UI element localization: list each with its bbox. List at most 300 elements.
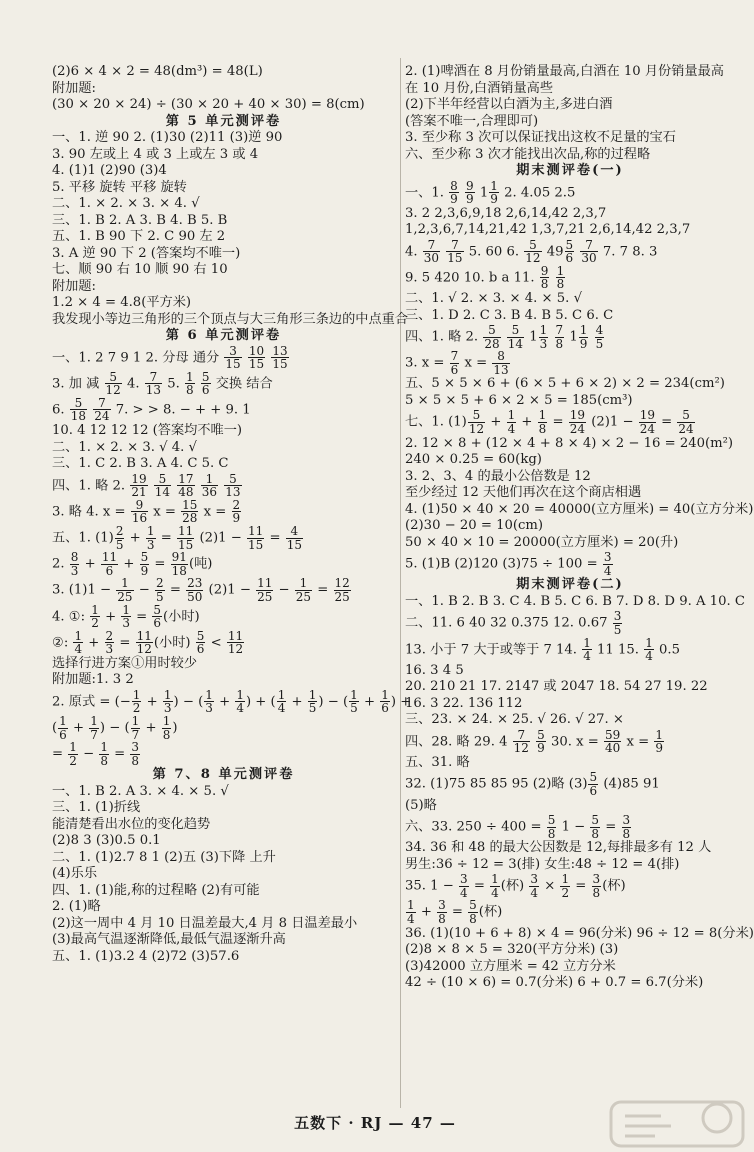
answer-line [405,64,735,81]
fraction-numerator: 1 [90,714,98,729]
fraction-numerator: 5 [153,602,162,617]
answer-text: 二、1. × 2. × 3. √ 4. √ [52,439,197,455]
answer-line [405,265,735,291]
fraction-denominator: 15 [248,357,265,372]
fraction-denominator: 15 [247,537,264,552]
answer-text: 4. [122,376,144,392]
fraction-denominator: 4 [645,649,653,664]
fraction-denominator: 4 [407,912,415,927]
fraction [201,473,218,499]
answer-text: 3. A 逆 90 下 2 (答案均不唯一) [52,245,241,261]
answer-text [589,330,593,345]
fraction [639,409,656,435]
answer-text [550,270,554,285]
fraction [595,324,605,350]
fraction-denominator: 8 [591,826,600,841]
answer-text: 六、33. 250 ÷ 400 = [405,819,546,835]
fraction-numerator: 13 [272,343,288,358]
answer-text: 3. (1)1 − [52,582,116,598]
answer-text: 1 − [557,819,590,835]
answer-text: + [100,609,121,625]
answer-text: 1 [475,185,489,201]
answer-line [52,883,395,900]
fraction [349,689,359,715]
fraction-denominator: 24 [94,409,110,424]
answer-text: (2)8 3 (3)0.5 0.1 [52,833,161,849]
answer-line [52,311,409,329]
fraction-numerator: 3 [592,872,601,887]
answer-line [52,262,395,279]
fraction [132,689,142,715]
fraction [70,551,80,577]
answer-line [405,147,735,164]
fraction [201,371,211,397]
fraction [513,729,530,755]
answer-text [172,478,176,493]
fraction [224,345,241,371]
fraction-denominator: 2 [91,616,99,631]
fraction-numerator: 5 [201,369,210,384]
answer-text: 2. 12 × 8 + (12 × 4 + 8 × 4) × 2 − 16 = 240(m²) [405,435,734,451]
fraction [177,525,194,551]
answer-line [405,610,735,636]
fraction-numerator: 9 [540,263,549,278]
fraction-numerator: 1 [556,263,565,278]
fraction [538,409,548,435]
fraction-numerator: 19 [639,408,655,423]
answer-text: + [84,635,104,651]
fraction-denominator: 14 [507,336,524,351]
answer-text: + [287,694,307,710]
fraction-numerator: 17 [178,471,194,486]
fraction-denominator: 3 [205,701,213,716]
fraction-numerator: 1 [561,872,570,887]
fraction-denominator: 25 [117,589,133,604]
answer-text: ) [172,720,178,736]
fraction-numerator: 5 [565,237,574,252]
fraction-numerator: 3 [460,872,468,887]
answer-line [52,345,395,371]
fraction-denominator: 8 [186,383,194,398]
fraction [468,409,485,435]
fraction [468,899,478,925]
section-title: 第 6 单元测评卷 [165,328,282,343]
fraction-numerator: 3 [613,609,622,624]
fraction-numerator: 1 [538,408,547,423]
answer-text: 4. (1)1 (2)90 (3)4 [52,163,167,178]
answer-text: 35. 1 − [405,878,458,894]
fraction-numerator: 9 [466,178,474,193]
answer-text: = [165,582,186,598]
fraction [423,239,440,265]
answer-line [52,800,395,817]
fraction-denominator: 9 [655,741,664,756]
fraction-numerator: 1 [122,602,130,617]
answer-text: 至少经过 12 天他们再次在这个商店相遇 [405,485,642,501]
fraction-numerator: 7 [145,371,162,385]
answer-text: (3)42000 立方厘米 = 42 立方分米 [405,958,616,974]
answer-line [405,452,735,469]
fraction-numerator: 5 [507,324,524,338]
answer-text: 二、1. (1)2.7 8 1 (2)五 (3)下降 上升 [52,849,276,865]
answer-text: 13. 小于 7 大于或等于 7 14. [405,642,582,658]
fraction [162,715,172,741]
answer-text: = [656,415,677,431]
answer-text: + [125,530,145,546]
fraction [604,729,621,755]
fraction-numerator: 5 [524,239,541,253]
answer-text: 0.5 [654,642,680,658]
answer-line [405,409,735,435]
fraction-numerator: 1 [507,408,516,423]
answer-text: (小时) [153,635,195,651]
fraction [507,324,524,350]
fraction-denominator: 24 [569,422,585,437]
fraction [140,551,150,577]
fraction-denominator: 6 [196,642,205,657]
column-divider [400,58,401,1108]
fraction [136,630,153,656]
fraction [489,180,499,206]
fraction-denominator: 4 [530,885,539,900]
answer-line [52,949,395,966]
fraction-denominator: 7 [131,727,140,742]
answer-line [52,850,395,867]
answer-text: (2)30 − 20 = 10(cm) [405,518,544,534]
answer-text: 4. [405,244,422,260]
fraction [556,265,566,291]
answer-text: + [214,694,235,710]
fraction [437,899,447,925]
fraction-numerator: 1 [162,714,171,729]
answer-line [52,456,395,473]
fraction [232,499,242,525]
left-column [52,64,412,965]
answer-line [52,741,395,767]
fraction [181,499,198,525]
answer-text: 50 × 40 × 10 = 20000(立方厘米) = 20(升) [405,534,679,550]
fraction-numerator: 1 [100,740,108,755]
fraction-numerator: 1 [131,714,140,729]
fraction-numerator: 12 [334,576,350,591]
answer-text: (2)6 × 4 × 2 = 48(dm³) = 48(L) [52,64,263,79]
answer-text: 30. x = [546,734,604,750]
fraction-denominator: 15 [272,357,288,372]
fraction-denominator: 8 [556,277,565,292]
fraction [247,525,264,551]
fraction-numerator: 1 [308,687,317,702]
answer-line [405,501,754,519]
fraction-denominator: 2 [132,701,141,716]
fraction [115,525,125,551]
fraction-denominator: 12 [136,642,152,657]
fraction-denominator: 12 [227,642,244,657]
answer-text: (杯) [500,878,529,894]
answer-text: x = [149,504,181,520]
fraction [248,345,265,371]
answer-line [405,518,735,535]
fraction [295,577,312,603]
answer-text: 3. 略 4. x = [52,504,130,520]
fraction-denominator: 3 [539,336,548,351]
answer-line [405,593,745,611]
fraction [613,610,623,636]
fraction-numerator: 2 [115,523,124,538]
answer-text: 4. (1)50 × 40 × 20 = 40000(立方厘米) = 40(立方分米) [405,501,754,517]
fraction-denominator: 3 [105,642,114,657]
answer-line [405,814,735,840]
answer-line [52,473,395,499]
answer-line [52,371,395,397]
answer-text: 3. 加 减 [52,376,104,392]
fraction [565,239,575,265]
fraction-numerator: 11 [101,550,118,565]
answer-text: 一、1. B 2. B 3. C 4. B 5. C 6. B 7. D 8. D 9. A 10. C [405,593,745,609]
answer-text: 男生:36 ÷ 12 = 3(排) 女生:48 ÷ 12 = 4(排) [405,856,680,872]
answer-line [405,798,735,815]
answer-line [405,975,735,992]
answer-text: = [131,609,152,625]
answer-text: (4)85 91 [599,776,660,792]
answer-line [52,295,395,312]
fraction [465,180,475,206]
fraction-numerator: 7 [513,729,530,743]
fraction [580,239,597,265]
answer-text: 16. 3 22. 136 112 [405,695,523,711]
fraction-numerator: 1 [350,687,358,702]
fraction [449,180,459,206]
answer-text: 2. 4.05 2.5 [499,185,576,201]
fraction-denominator: 12 [525,251,541,266]
fraction [152,604,162,630]
right-column [405,64,754,992]
fraction-numerator: 5 [591,813,600,828]
fraction [185,371,195,397]
answer-text: 三、1. C 2. B 3. A 4. C 5. C [52,456,229,472]
fraction-numerator: 7 [423,239,440,253]
fraction-denominator: 12 [513,741,529,756]
answer-text: + [119,556,139,572]
answer-text: = [265,530,285,546]
answer-text: 11 15. [592,642,644,658]
fraction-denominator: 25 [334,589,350,604]
answer-text: 3. 至少称 3 次可以保证找出这枚不足量的宝石 [405,130,676,145]
answer-text: = [571,878,591,894]
answer-text: (杯) [602,878,626,894]
answer-text: 七、顺 90 右 10 顺 90 右 10 [52,262,228,277]
fraction [308,689,318,715]
answer-line [405,637,735,663]
fraction-numerator: 5 [537,727,545,742]
answer-line [405,81,735,98]
fraction [588,771,598,797]
answer-text: = [150,556,170,572]
answer-line [52,246,395,263]
fraction [569,409,586,435]
answer-text: 7. > > 8. − + + 9. 1 [111,402,251,418]
answer-text: (2)1 − [204,582,256,598]
answer-line [405,551,735,577]
answer-text [219,478,223,493]
fraction-denominator: 13 [145,383,162,398]
answer-line [405,393,735,410]
answer-line [405,180,735,206]
answer-text: 36. (1)(10 + 6 + 8) × 4 = 96(分米) 96 ÷ 12 = 8(分米) [405,925,754,941]
fraction-numerator: 1 [295,577,312,591]
answer-text: 1,2,3,6,7,14,21,42 1,3,7,21 2,6,14,42 2,3,7 [405,222,691,238]
fraction [99,741,109,767]
fraction [73,630,83,656]
fraction-numerator: 7 [446,239,463,253]
answer-line [52,97,395,114]
fraction [380,689,390,715]
fraction-denominator: 4 [491,885,499,900]
fraction-numerator: 2 [105,628,114,643]
fraction-denominator: 16 [131,511,148,526]
answer-text: = [313,582,333,598]
fraction-numerator: 19 [131,471,147,486]
fraction-numerator: 5 [105,371,122,385]
fraction-denominator: 8 [538,422,547,437]
answer-line [405,696,735,713]
fraction-denominator: 28 [182,511,198,526]
answer-line [52,196,395,213]
fraction-denominator: 6 [381,701,389,716]
fraction-denominator: 5 [156,589,164,604]
fraction-denominator: 15 [178,537,194,552]
answer-line [405,376,735,393]
answer-text: 5. [163,376,185,392]
answer-text [549,330,553,345]
answer-text: 交换 结合 [211,376,273,392]
answer-text: 能清楚看出水位的变化趋势 [52,816,211,832]
fraction [603,551,613,577]
section-title: 期末测评卷(二) [516,577,624,593]
fraction [155,577,165,603]
fraction [536,729,546,755]
answer-text: 42 ÷ (10 × 6) = 0.7(分米) 6 + 0.7 = 6.7(分米) [405,975,704,991]
fraction-denominator: 36 [201,485,218,500]
answer-line [52,932,395,949]
fraction [622,814,632,840]
fraction-numerator: 9 [131,499,148,513]
fraction-denominator: 30 [581,251,597,266]
fraction-numerator: 11 [227,628,244,643]
fraction [450,350,460,376]
answer-text: = [447,905,468,921]
answer-text: 一、1. 2 7 9 1 2. 分母 通分 [52,350,224,366]
answer-text: 五、31. 略 [405,754,470,770]
fraction-denominator: 8 [438,912,446,927]
answer-line [405,771,735,797]
fraction-numerator: 19 [569,408,585,423]
fraction-numerator: 1 [583,635,591,650]
answer-text [531,734,535,749]
fraction [529,873,539,899]
fraction-denominator: 5 [350,701,358,716]
answer-line [405,535,735,552]
fraction-numerator: 10 [248,343,265,358]
answer-text: (5)略 [405,797,437,813]
answer-line [405,130,735,147]
answer-text: 三、1. D 2. C 3. B 4. B 5. C 6. C [405,307,614,323]
answer-text [88,402,92,417]
fraction-numerator: 5 [154,473,171,487]
fraction-denominator: 8 [131,753,140,768]
answer-text: 4. ①: [52,609,90,625]
fraction [204,689,214,715]
fraction-denominator: 21 [131,485,147,500]
answer-text: 四、1. (1)能,称的过程略 (2)有可能 [52,882,260,898]
fraction-denominator: 9 [466,192,474,207]
fraction-denominator: 6 [450,362,459,377]
answer-line [52,784,395,801]
answer-text: 二、11. 6 40 32 0.375 12. 0.67 [405,615,612,631]
section-title: 期末测评卷(一) [516,163,624,178]
fraction-denominator: 5 [613,622,622,637]
answer-line [52,577,395,603]
answer-line [52,180,395,197]
answer-line [52,81,395,98]
answer-text [149,478,153,493]
answer-text: < [206,635,226,651]
fraction-numerator: 11 [178,523,194,538]
answer-text: 1 [565,329,578,345]
fraction-denominator: 6 [565,251,574,266]
fraction [406,899,416,925]
fraction [89,715,99,741]
fraction-numerator: 5 [589,770,598,785]
fraction [131,715,141,741]
fraction [492,350,509,376]
fraction-denominator: 9 [537,741,545,756]
answer-line [405,729,735,755]
answer-text: × [540,878,560,894]
fraction-numerator: 5 [468,409,485,423]
fraction-denominator: 24 [678,422,694,437]
answer-text: 五、1. B 90 下 2. C 90 左 2 [52,229,226,244]
fraction-denominator: 5 [595,336,604,351]
answer-text: + [486,415,506,431]
answer-line [52,817,395,834]
fraction-numerator: 4 [286,525,303,539]
fraction-denominator: 28 [484,336,500,351]
answer-line [52,423,395,440]
answer-line [405,350,735,376]
fraction-denominator: 8 [547,826,556,841]
answer-text: 五、1. (1) [52,530,114,546]
fraction-denominator: 40 [605,741,621,756]
fraction-denominator: 4 [236,701,244,716]
fraction [654,729,664,755]
answer-text: 七、1. (1) [405,415,467,431]
fraction [93,397,110,423]
fraction [579,324,589,350]
answer-text: (30 × 20 × 24) ÷ (30 × 20 + 40 × 30) = 8(cm) [52,97,365,112]
answer-line [405,97,735,114]
answer-line [405,308,735,325]
fraction-denominator: 6 [201,383,210,398]
answer-line [405,324,735,350]
answer-text: ) + ( [245,694,276,710]
answer-text [266,350,270,365]
fraction-denominator: 5 [115,537,124,552]
fraction-numerator: 1 [655,727,664,742]
fraction-denominator: 24 [639,422,655,437]
fraction-numerator: 11 [136,628,152,643]
answer-line [52,916,395,933]
fraction [644,637,654,663]
